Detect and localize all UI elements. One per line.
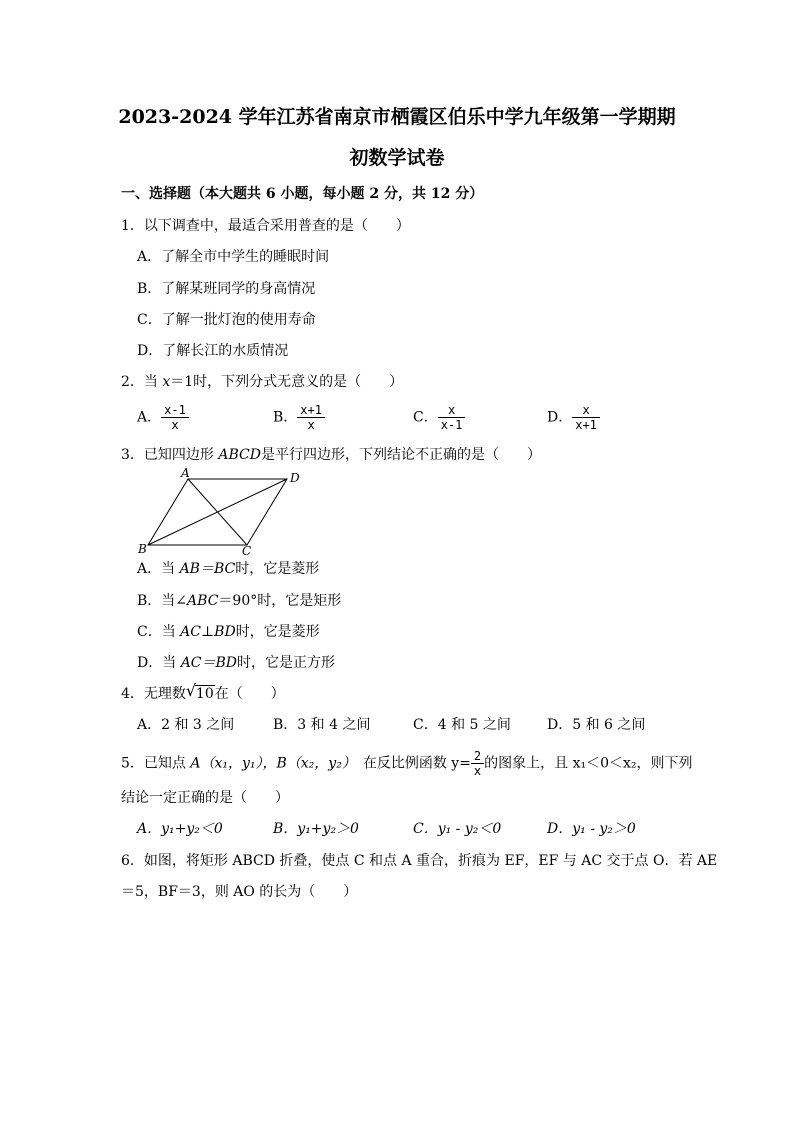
q1-option-d: D．了解长江的水质情况 bbox=[137, 343, 289, 359]
fraction: $\frac{x}{x-1}$ bbox=[438, 403, 466, 432]
fraction: $\frac{x}{x+1}$ bbox=[572, 403, 600, 432]
fraction: $\frac{2}{x}$ bbox=[471, 749, 484, 778]
q4-option-d: D．5 和 6 之间 bbox=[547, 717, 646, 733]
q4-option-b: B．3 和 4 之间 bbox=[273, 717, 371, 733]
vertex-label-c: C bbox=[242, 544, 252, 558]
q2-option-d: D． $\frac{x}{x+1}$ bbox=[547, 403, 600, 432]
q2-option-c: C． $\frac{x}{x-1}$ bbox=[413, 403, 465, 432]
q5-option-d: D．y₁ - y₂＞0 bbox=[547, 821, 636, 837]
q1-option-b: B．了解某班同学的身高情况 bbox=[137, 281, 316, 297]
q5-option-a: A．y₁+y₂＜0 bbox=[137, 821, 223, 837]
q1-option-a: A．了解全市中学生的睡眠时间 bbox=[137, 249, 330, 265]
diagonal-bd bbox=[148, 479, 287, 545]
q1-option-c: C．了解一批灯泡的使用寿命 bbox=[137, 312, 316, 328]
q2-option-a: A． $\frac{x-1}{x}$ bbox=[137, 403, 189, 432]
q6-stem-line2: ＝5，BF＝3，则 AO 的长为（ ） bbox=[121, 884, 358, 900]
q4-option-a: A．2 和 3 之间 bbox=[137, 717, 235, 733]
q3-option-a: A．当 AB＝BC时，它是菱形 bbox=[137, 561, 320, 577]
vertex-label-d: D bbox=[290, 471, 300, 485]
page-title-line1: 2023-2024 学年江苏省南京市栖霞区伯乐中学九年级第一学期期 bbox=[118, 106, 676, 128]
q3-stem: 3．已知四边形 ABCD是平行四边形，下列结论不正确的是（ ） bbox=[121, 447, 541, 463]
section-heading: 一、选择题（本大题共 6 小题，每小题 2 分，共 12 分） bbox=[121, 186, 484, 202]
q2-option-b: B． $\frac{x+1}{x}$ bbox=[273, 403, 325, 432]
vertex-label-a: A bbox=[181, 467, 190, 480]
square-root: √ 10 bbox=[185, 681, 214, 702]
q4-stem: 4．无理数 √ 10在（ ） bbox=[121, 681, 285, 702]
fraction: $\frac{x-1}{x}$ bbox=[161, 403, 189, 432]
q5-option-c: C．y₁ - y₂＜0 bbox=[413, 821, 502, 837]
q3-option-d: D．当 AC＝BD时，它是正方形 bbox=[137, 655, 336, 671]
q5-stem: 5．已知点 A（x₁，y₁），B（x₂，y₂） 在反比例函数 y= $\frac{2}{x}$ 的图象上，且 x₁＜0＜x₂，则下列 bbox=[121, 749, 693, 778]
q3-option-c: C．当 AC⊥BD时，它是菱形 bbox=[137, 624, 320, 640]
q5-stem-line2: 结论一定正确的是（ ） bbox=[121, 790, 289, 806]
vertex-label-b: B bbox=[138, 542, 147, 556]
page-title-line2: 初数学试卷 bbox=[349, 147, 445, 169]
q2-stem: 2．当 x＝1时，下列分式无意义的是（ ） bbox=[121, 374, 404, 390]
q5-option-b: B．y₁+y₂＞0 bbox=[273, 821, 359, 837]
fraction: $\frac{x+1}{x}$ bbox=[297, 403, 325, 432]
q1-stem: 1．以下调查中，最适合采用普查的是（ ） bbox=[121, 218, 410, 234]
q4-option-c: C．4 和 5 之间 bbox=[413, 717, 511, 733]
q6-stem-line1: 6．如图，将矩形 ABCD 折叠，使点 C 和点 A 重合，折痕为 EF，EF 与 AC 交于点 O．若 AE bbox=[121, 853, 718, 869]
q3-option-b: B．当∠ABC＝90°时，它是矩形 bbox=[137, 593, 342, 609]
parallelogram-figure bbox=[135, 467, 310, 559]
